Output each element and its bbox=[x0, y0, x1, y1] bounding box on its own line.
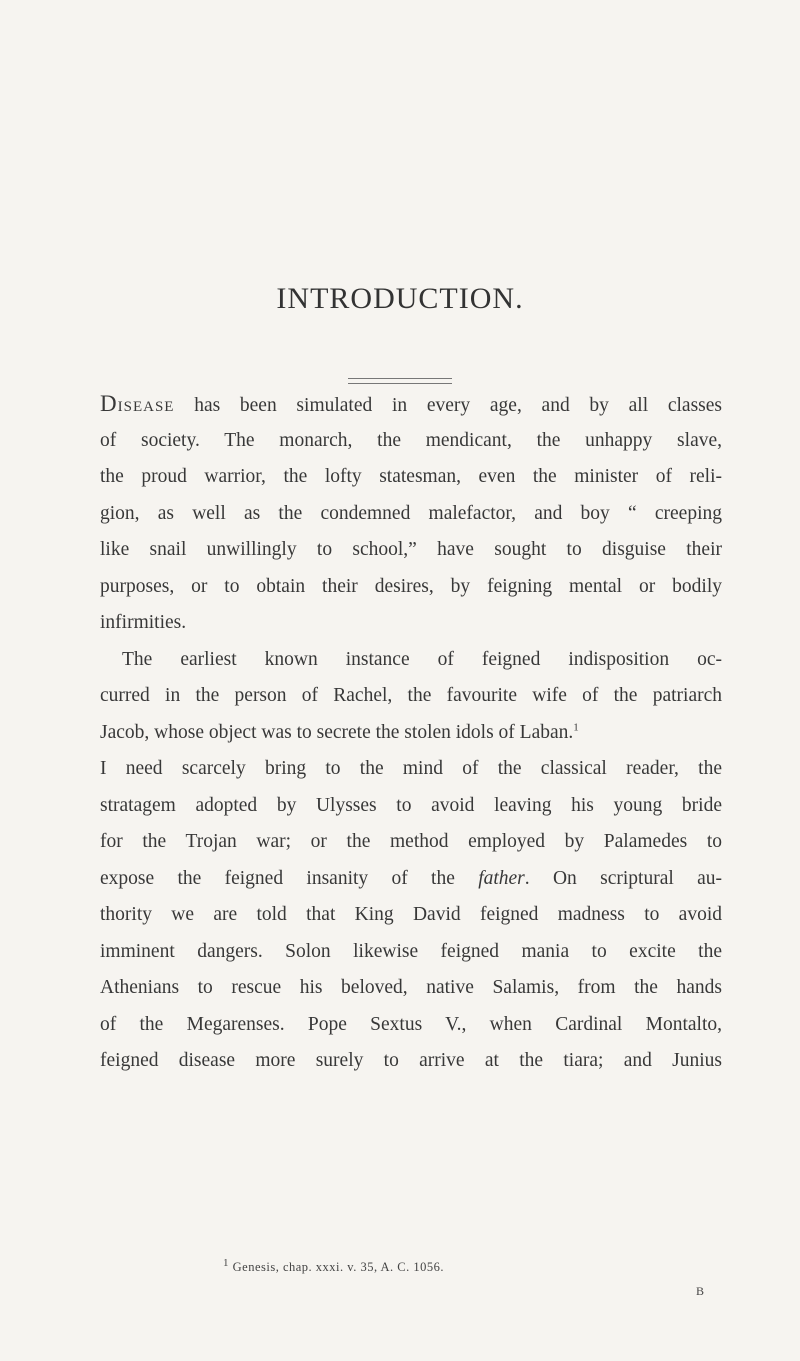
paragraph-2-line-2: curred in the person of Rachel, the favourite wife of the patriarch bbox=[100, 685, 722, 706]
paragraph-1-line-7: infirmities. bbox=[100, 612, 187, 633]
paragraph-1-line-5: like snail unwillingly to school,” have sought to disguise their bbox=[100, 539, 722, 560]
paragraph-2-line-5: stratagem adopted by Ulysses to avoid leaving his young bride bbox=[100, 794, 722, 816]
paragraph-2-line-1: The earliest known instance of feigned indisposition oc- bbox=[122, 648, 722, 670]
paragraph-1-line-2: of society. The monarch, the mendicant, the unhappy slave, bbox=[100, 429, 722, 451]
title-rule-bottom bbox=[348, 383, 452, 384]
italic-word: father bbox=[478, 867, 525, 889]
paragraph-2-line-6: for the Trojan war; or the method employed by Palamedes to bbox=[100, 831, 722, 852]
paragraph-2-line-9: imminent dangers. Solon likewise feigned mania to excite the bbox=[100, 940, 722, 962]
paragraph-2-line-12: feigned disease more surely to arrive at the tiara; and Junius bbox=[100, 1050, 722, 1071]
paragraph-2-line-11: of the Megarenses. Pope Sextus V., when Cardinal Montalto, bbox=[100, 1013, 722, 1035]
paragraph-1-line-4: gion, as well as the condemned malefactor, and boy “ creeping bbox=[100, 502, 722, 524]
paragraph-2-line-3: Jacob, whose object was to secrete the stolen idols of Laban.$^1$ bbox=[100, 721, 579, 743]
paragraph-2-line-10: Athenians to rescue his beloved, native Salamis, from the hands bbox=[100, 977, 722, 998]
chapter-title: INTRODUCTION. bbox=[276, 282, 524, 315]
small-caps-rest: ISEASE bbox=[117, 399, 175, 415]
paragraph-1-line-6: purposes, or to obtain their desires, by feigning mental or bodily bbox=[100, 575, 722, 597]
footnote-reference: 1 bbox=[573, 721, 579, 733]
footnote-text: Genesis, chap. xxxi. v. 35, A. C. 1056. bbox=[229, 1260, 445, 1274]
paragraph-2-line-4: I need scarcely bring to the mind of the classical reader, the bbox=[100, 758, 722, 779]
signature-mark: B bbox=[696, 1284, 705, 1298]
title-rule-top bbox=[348, 378, 452, 379]
footnote bbox=[223, 1256, 445, 1275]
paragraph-1-line-1: DISEASE has been simulated in every age, and by all classes bbox=[100, 391, 722, 416]
body-text bbox=[100, 386, 722, 1080]
footnote-marker: 1 bbox=[223, 1256, 229, 1269]
paragraph-2-line-8: thority we are told that King David feigned madness to avoid bbox=[100, 904, 722, 925]
small-caps-initial: D bbox=[100, 391, 118, 416]
paragraph-2-line-7: expose the feigned insanity of the father. On scriptural au- bbox=[100, 867, 722, 889]
paragraph-1-line-3: the proud warrior, the lofty statesman, even the minister of reli- bbox=[100, 466, 722, 487]
